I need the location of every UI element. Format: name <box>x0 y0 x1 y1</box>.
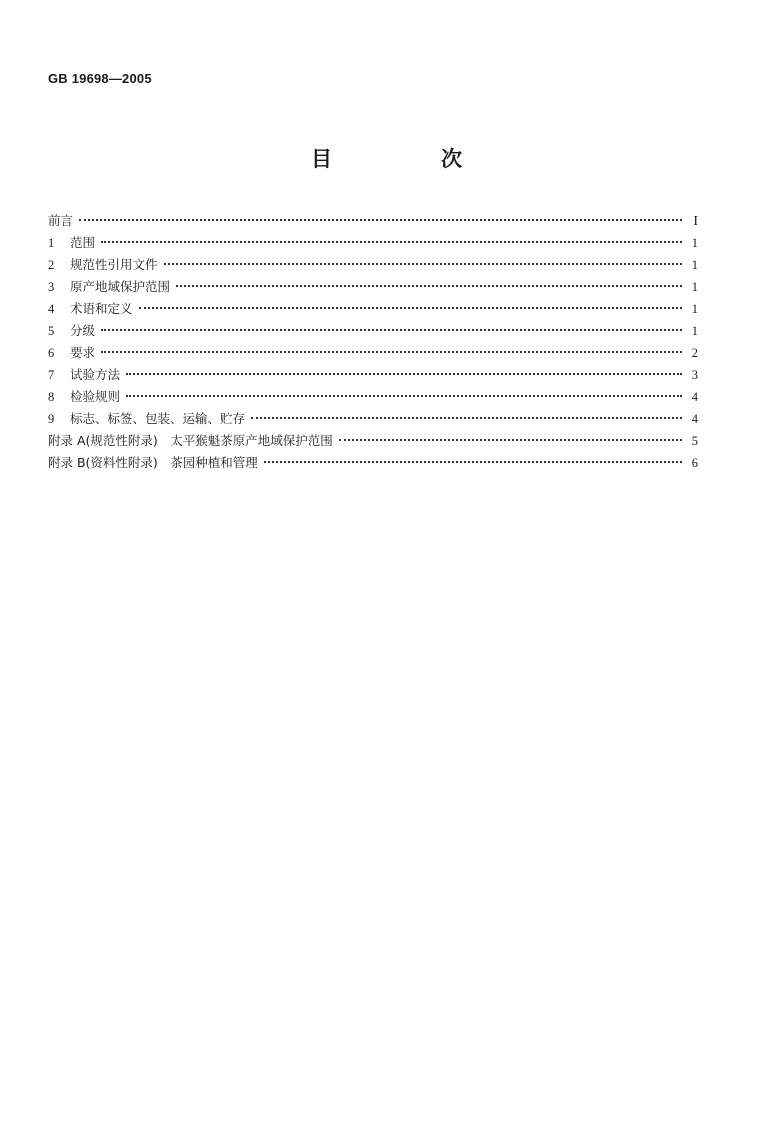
toc-entry-5[interactable] <box>48 320 698 342</box>
dot-leader <box>139 307 682 309</box>
toc-entry-label: 附录 B(资料性附录) 茶园种植和管理 <box>48 455 258 470</box>
toc-entry-page: 1 <box>691 324 698 338</box>
toc-entry-label: 附录 A(规范性附录) 太平猴魁茶原产地域保护范围 <box>48 433 333 448</box>
dot-leader <box>126 373 682 375</box>
toc-entry-label: 标志、标签、包装、运输、贮存 <box>70 411 246 426</box>
toc-entry-appendix-a[interactable] <box>48 430 698 452</box>
toc-entry-number: 1 <box>48 236 55 250</box>
toc-entry-8[interactable] <box>48 386 698 408</box>
toc-entry-page: 1 <box>691 280 698 294</box>
toc-entry-label: 原产地域保护范围 <box>70 279 171 294</box>
dot-leader <box>101 329 682 331</box>
toc-entry-label: 试验方法 <box>70 367 121 382</box>
toc-entry-number: 2 <box>48 258 55 272</box>
toc-entry-page: 3 <box>691 368 698 382</box>
dot-leader <box>101 241 682 243</box>
toc-entry-9[interactable] <box>48 408 698 430</box>
page-title: 目 次 <box>311 147 506 171</box>
toc-entry-1[interactable] <box>48 232 698 254</box>
toc-entry-page: 6 <box>691 456 698 470</box>
toc-entry-page: 4 <box>691 390 698 404</box>
toc-entry-page: 5 <box>691 434 698 448</box>
toc-entry-number: 4 <box>48 302 55 316</box>
toc-entry-label: 检验规则 <box>70 389 121 404</box>
dot-leader <box>164 263 682 265</box>
toc-entry-number: 9 <box>48 412 55 426</box>
toc-entry-number: 8 <box>48 390 55 404</box>
toc-entry-number: 6 <box>48 346 55 360</box>
toc-entry-6[interactable] <box>48 342 698 364</box>
toc-entry-page: 1 <box>691 236 698 250</box>
toc-entry-4[interactable] <box>48 298 698 320</box>
toc-entry-7[interactable] <box>48 364 698 386</box>
toc-entry-label: 前言 <box>48 213 74 228</box>
toc-entry-label: 要求 <box>70 345 96 360</box>
toc-entry-label: 范围 <box>70 235 96 250</box>
standard-code: GB 19698—2005 <box>48 71 152 86</box>
toc-entry-number: 3 <box>48 280 55 294</box>
dot-leader <box>339 439 682 441</box>
toc-entry-page: 4 <box>691 412 698 426</box>
toc-entry-label: 分级 <box>70 323 96 338</box>
dot-leader <box>176 285 682 287</box>
toc-entry-page: 1 <box>691 302 698 316</box>
toc-entry-number: 5 <box>48 324 55 338</box>
toc-entry-3[interactable] <box>48 276 698 298</box>
toc-entry-page: 2 <box>691 346 698 360</box>
toc-entry-page: 1 <box>691 258 698 272</box>
toc-entry-appendix-b[interactable] <box>48 452 698 474</box>
table-of-contents <box>48 210 698 474</box>
toc-entry-label: 术语和定义 <box>70 301 133 316</box>
toc-entry-2[interactable] <box>48 254 698 276</box>
dot-leader <box>251 417 682 419</box>
dot-leader <box>264 461 682 463</box>
dot-leader <box>101 351 682 353</box>
dot-leader <box>79 219 682 221</box>
toc-entry-number: 7 <box>48 368 55 382</box>
toc-entry-page: I <box>693 214 698 229</box>
toc-entry-foreword[interactable] <box>48 210 698 232</box>
dot-leader <box>126 395 682 397</box>
toc-entry-label: 规范性引用文件 <box>70 257 158 272</box>
